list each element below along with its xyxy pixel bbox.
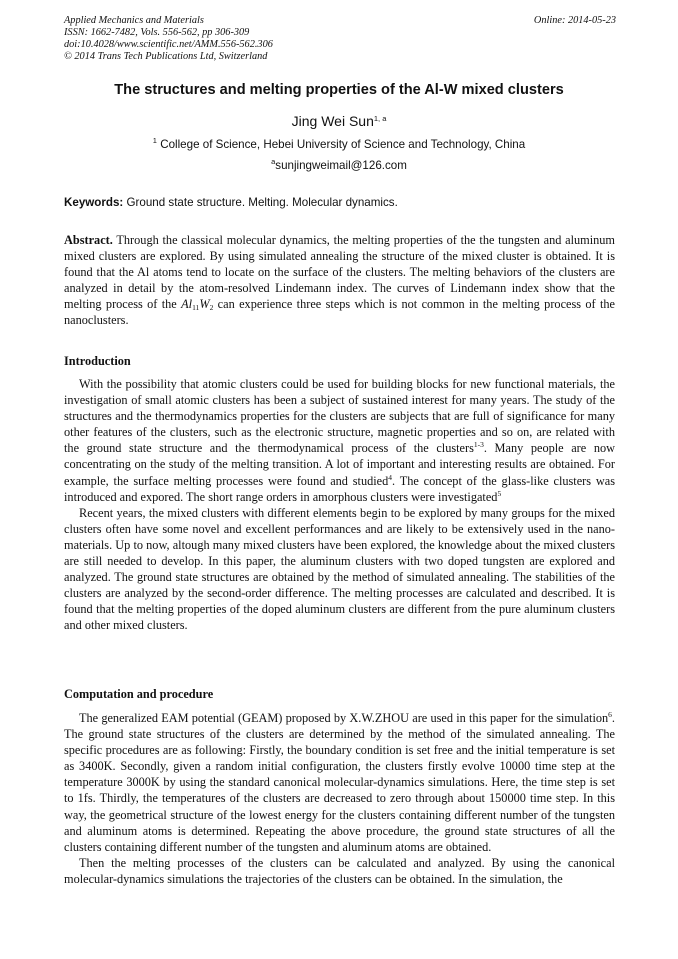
affiliation-sup: 1 [152,136,157,145]
introduction-body [64,376,615,634]
issn-line: ISSN: 1662-7482, Vols. 556-562, pp 306-309 [64,27,250,38]
intro-paragraph-1: With the possibility that atomic clusters could be used for building blocks for new functional materials, the investigation of small atomic clusters has been a subject of sustained interest for many years. The study of the structures and the thermodynamics properties for the clusters are subjects that are full of significance for many other features of the clusters, such as the electronic structure, magnetic properties and so on, are related with the ground state structure and the thermodynamical process of the clusters$^{1-3}$. Many people are now concentrating on the study of the melting transition. A lot of important and interesting results are obtained. For example, the surface melting processes were found and studied$^4$. The concept of the glass-like clusters was introduced and expored. The short range orders in amorphous clusters were investigated$^5$ [64,377,615,504]
email-sup: a [271,157,276,166]
journal-header [64,15,273,63]
ref-1-3[interactable]: 1-3 [473,440,484,450]
journal-name: Applied Mechanics and Materials [64,15,204,26]
ref-5[interactable]: 5 [497,488,502,498]
abstract-label: Abstract. [64,233,113,247]
ref-4[interactable]: 4 [388,472,393,482]
affiliation-line [0,138,678,151]
computation-body [64,710,615,887]
ref-6[interactable]: 6 [608,710,612,719]
online-date: Online: 2014-05-23 [533,15,616,26]
abstract-text-after: can experience three steps which is not common in the melting process of the nanoclusters. [64,297,616,328]
comp-paragraph-1: The generalized EAM potential (GEAM) proposed by X.W.ZHOU are used in this paper for the simulation$^6$. The ground state structures of the clusters are determined by the method of the simulated annealing. The specific procedures are as following: Firstly, the boundary condition is set free and the initial temperature is set as 3400K. Secondly, given a random initial configuration, the clusters firstly evolve 10000 time step at the temperature 3000K by using the standard canonical molecular-dynamics simulations. Here, the time step is set to 1fs. Thirdly, the temperatures of the clusters are decreased to zero through about 150000 time step. In this way, the geometrical structure of the lowest energy for the clusters containing different number of the tungsten and aluminum atoms is determined. Repeating the above procedure, the ground state structures of all the clusters containing different number of the tungsten and aluminum atoms are obtained. [64,710,615,854]
intro-paragraph-2: Recent years, the mixed clusters with different elements begin to be explored by many groups for the mixed clusters often have some novel and excellent performances and are likely to be extensively used in the nano-materials. Up to now, altough many mixed clusters have been explored, the knowledge about the mixed clusters are still needed to develop. In this paper, the aluminum clusters with two doped tungsten are explored and analyzed. The ground state structures are obtained by the method of simulated annealing. The stabilities of the clusters are analyzed by the second-order difference. The melting processes are calculated and described. It is found that the melting properties of the doped aluminum clusters are different from the pure aluminum clusters and other mixed clusters. [64,505,615,633]
paper-title: The structures and melting properties of the Al-W mixed clusters [114,82,564,98]
author-sup: 1, a [373,114,387,123]
computation-heading: Computation and procedure [64,687,214,701]
email-line [0,159,678,172]
affiliation-text: College of Science, Hebei University of Science and Technology, China [160,138,526,151]
abstract-text-before: Through the classical molecular dynamics, the melting properties of the the tungsten and aluminum mixed clusters are explored. By using simulated annealing the structure of the mixed cluster is obtained. It is found that the Al atoms tend to locate on the surface of the clusters. The melting behaviors of the clusters are analyzed in detail by the atom-resolved Lindemann index. The curves of Lindemann index show that the melting process of the [64,233,615,312]
keywords [64,196,398,209]
email-address[interactable]: sunjingweimail@126.com [275,159,407,172]
introduction-heading: Introduction [64,354,131,368]
comp-paragraph-2: Then the melting processes of the clusters can be calculated and analyzed. By using the canonical molecular-dynamics simulations the trajectories of the clusters can be obtained. In the simulation, the [64,855,615,886]
doi-line[interactable]: doi:10.4028/www.scientific.net/AMM.556-562.306 [64,39,273,50]
author-name: Jing Wei Sun [291,113,374,129]
keywords-label: Keywords: [64,196,124,209]
keywords-text: Ground state structure. Melting. Molecular dynamics. [126,196,398,209]
abstract [64,232,615,329]
author-line [0,113,678,129]
copyright-line: © 2014 Trans Tech Publications Ltd, Switzerland [64,51,268,62]
formula-al11w2: $Al_{11}W_2$ [181,297,214,313]
